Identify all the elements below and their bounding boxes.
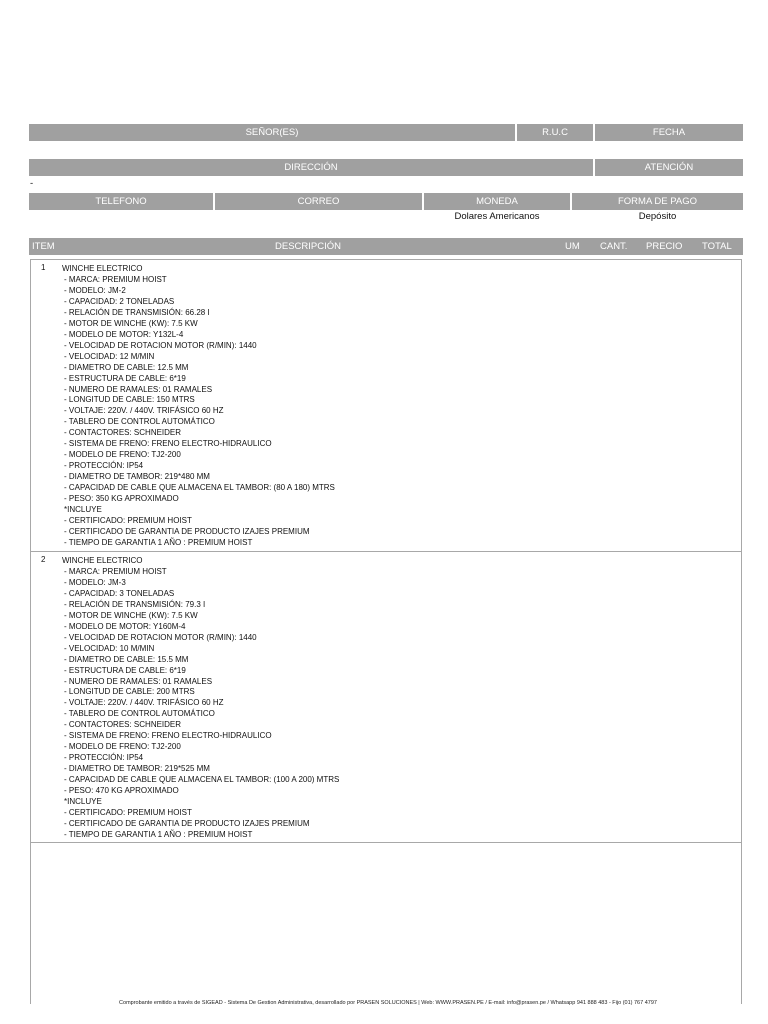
description-line: - CAPACIDAD DE CABLE QUE ALMACENA EL TAMBOR: (100 A 200) MTRS [64, 775, 340, 785]
description-line: - PESO: 470 KG APROXIMADO [64, 786, 179, 796]
description-line: - CERTIFICADO DE GARANTIA DE PRODUCTO IZAJES PREMIUM [64, 526, 310, 536]
description-line: - ESTRUCTURA DE CABLE: 6*19 [64, 373, 186, 383]
description-line: - TABLERO DE CONTROL AUTOMÁTICO [64, 417, 215, 427]
description-line: - SISTEMA DE FRENO: FRENO ELECTRO-HIDRAULICO [64, 439, 272, 449]
attention-label: ATENCIÓN [595, 159, 743, 176]
col-um: UM [565, 241, 580, 252]
description-line: *INCLUYE [64, 797, 102, 807]
description-line: - VELOCIDAD: 10 M/MIN [64, 643, 155, 653]
table-row [31, 552, 741, 843]
description-line: - VOLTAJE: 220V. / 440V. TRIFÁSICO 60 HZ [64, 406, 224, 416]
payment-method-value: Depósito [638, 211, 677, 222]
col-quantity: CANT. [600, 241, 628, 252]
description-line: - DIAMETRO DE CABLE: 12.5 MM [64, 362, 189, 372]
email-label: CORREO [215, 193, 422, 210]
description-line: - CONTACTORES: SCHNEIDER [64, 720, 182, 730]
description-line: - CONTACTORES: SCHNEIDER [64, 428, 182, 438]
item-description [64, 275, 335, 549]
phone-label: TELEFONO [29, 193, 213, 210]
description-line: - PROTECCIÓN: IP54 [64, 753, 144, 763]
header-row-contact [29, 193, 743, 210]
item-number: 1 [41, 263, 46, 272]
table-row [31, 260, 741, 552]
description-line: - MOTOR DE WINCHE (KW): 7.5 KW [64, 610, 198, 620]
description-line: - CAPACIDAD DE CABLE QUE ALMACENA EL TAMBOR: (80 A 180) MTRS [64, 483, 335, 493]
header-row-address [29, 159, 743, 176]
description-line: - VELOCIDAD: 12 M/MIN [64, 351, 155, 361]
ruc-label: R.U.C [517, 124, 593, 141]
items-table-body [30, 259, 742, 1004]
description-line: - ESTRUCTURA DE CABLE: 6*19 [64, 665, 186, 675]
description-line: - VOLTAJE: 220V. / 440V. TRIFÁSICO 60 HZ [64, 698, 224, 708]
description-line: - MODELO DE FRENO: TJ2-200 [64, 450, 181, 460]
description-line: - DIAMETRO DE TAMBOR: 219*480 MM [64, 472, 210, 482]
col-price: PRECIO [646, 241, 683, 252]
client-name-label: SEÑOR(ES) [29, 124, 515, 141]
description-line: - RELACIÓN DE TRANSMISIÓN: 66.28 I [64, 307, 210, 317]
description-line: - VELOCIDAD DE ROTACION MOTOR (R/MIN): 1440 [64, 340, 257, 350]
description-line: - NUMERO DE RAMALES: 01 RAMALES [64, 676, 213, 686]
description-line: - TABLERO DE CONTROL AUTOMÁTICO [64, 709, 215, 719]
description-line: - MODELO DE MOTOR: Y132L-4 [64, 329, 184, 339]
footer-note: Comprobante emitido a través de SIGEAD - Sistema De Gestion Administrativa, desarrollado por PRASEN SOLUCIONES | Web: WWW.PRASEN.PE / E-mail: info@prasen.pe / Whatsapp 941 888 483 - Fijo (01) 767 4797 [119, 1000, 657, 1006]
description-line: - TIEMPO DE GARANTIA 1 AÑO : PREMIUM HOIST [64, 829, 253, 839]
header-row-client [29, 124, 743, 141]
col-total: TOTAL [702, 241, 732, 252]
description-line: - PESO: 350 KG APROXIMADO [64, 494, 179, 504]
description-line: - LONGITUD DE CABLE: 200 MTRS [64, 687, 195, 697]
col-description: DESCRIPCIÓN [275, 241, 341, 252]
description-line: - TIEMPO DE GARANTIA 1 AÑO : PREMIUM HOIST [64, 537, 253, 547]
description-line: - MOTOR DE WINCHE (KW): 7.5 KW [64, 318, 198, 328]
description-line: - MODELO DE FRENO: TJ2-200 [64, 742, 181, 752]
address-value: - [30, 178, 34, 189]
description-line: - LONGITUD DE CABLE: 150 MTRS [64, 395, 195, 405]
item-title: WINCHE ELECTRICO [62, 556, 143, 565]
description-line: - DIAMETRO DE CABLE: 15.5 MM [64, 654, 189, 664]
description-line: - MARCA: PREMIUM HOIST [64, 275, 167, 284]
description-line: - MODELO: JM-2 [64, 285, 126, 295]
items-table-header [29, 238, 743, 255]
description-line: *INCLUYE [64, 505, 102, 515]
payment-method-label: FORMA DE PAGO [572, 193, 743, 210]
item-description [64, 567, 339, 841]
item-title: WINCHE ELECTRICO [62, 264, 143, 273]
header-row-contact-values [29, 210, 743, 223]
description-line: - CAPACIDAD: 2 TONELADAS [64, 296, 175, 306]
description-line: - RELACIÓN DE TRANSMISIÓN: 79.3 I [64, 599, 206, 609]
description-line: - MODELO: JM-3 [64, 577, 126, 587]
description-line: - MODELO DE MOTOR: Y160M-4 [64, 621, 186, 631]
item-number: 2 [41, 555, 46, 564]
description-line: - CERTIFICADO: PREMIUM HOIST [64, 515, 192, 525]
description-line: - VELOCIDAD DE ROTACION MOTOR (R/MIN): 1440 [64, 632, 257, 642]
description-line: - NUMERO DE RAMALES: 01 RAMALES [64, 384, 213, 394]
description-line: - CERTIFICADO: PREMIUM HOIST [64, 807, 192, 817]
currency-label: MONEDA [424, 193, 570, 210]
description-line: - DIAMETRO DE TAMBOR: 219*525 MM [64, 764, 210, 774]
address-label: DIRECCIÓN [29, 159, 593, 176]
description-line: - CAPACIDAD: 3 TONELADAS [64, 588, 175, 598]
description-line: - SISTEMA DE FRENO: FRENO ELECTRO-HIDRAULICO [64, 731, 272, 741]
date-label: FECHA [595, 124, 743, 141]
currency-value: Dolares Americanos [454, 211, 540, 222]
description-line: - PROTECCIÓN: IP54 [64, 461, 144, 471]
description-line: - MARCA: PREMIUM HOIST [64, 567, 167, 576]
description-line: - CERTIFICADO DE GARANTIA DE PRODUCTO IZAJES PREMIUM [64, 818, 310, 828]
col-item: ITEM [32, 241, 55, 252]
